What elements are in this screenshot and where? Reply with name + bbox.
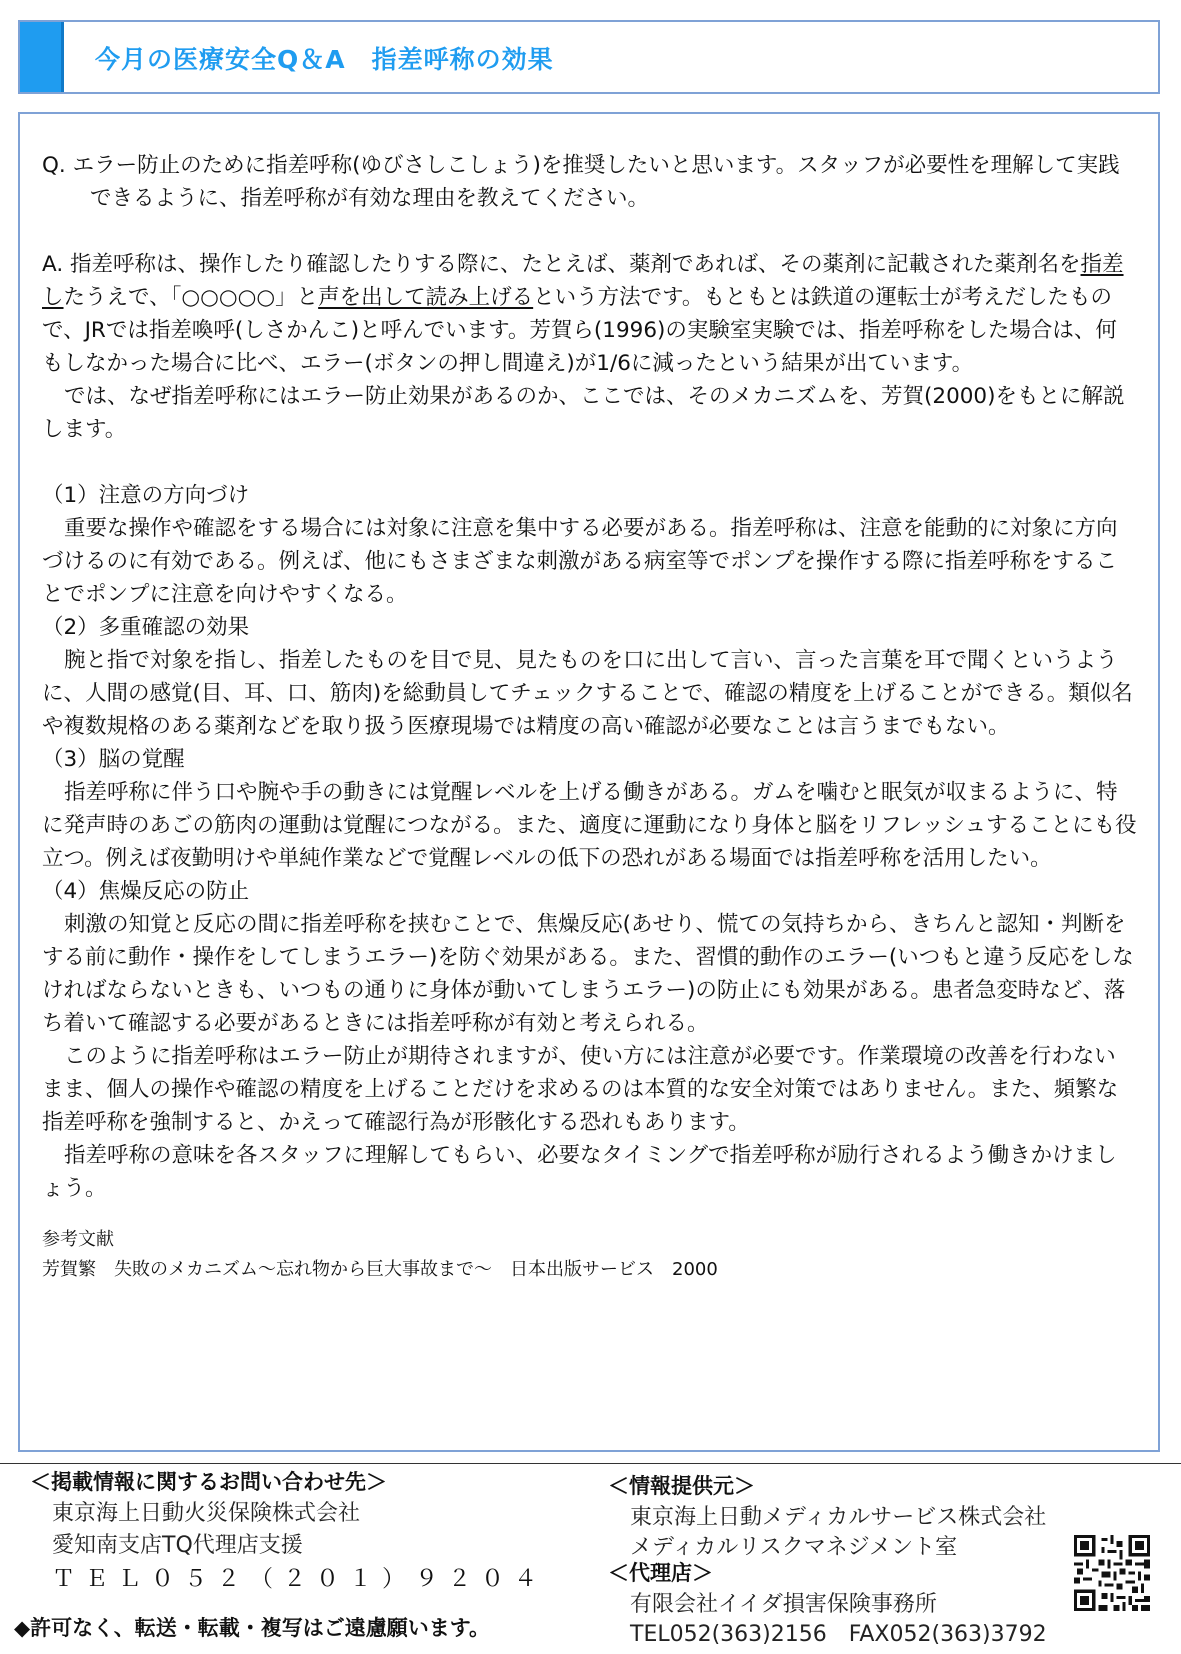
agency-heading: ＜代理店＞ <box>608 1561 713 1585</box>
contact-heading: ＜掲載情報に関するお問い合わせ先＞ <box>30 1470 387 1494</box>
footer-divider <box>0 1463 1181 1464</box>
answer-underline-read: 声を出して読み上げる <box>318 285 534 310</box>
title-banner <box>18 20 1160 94</box>
provider-company: 東京海上日動メディカルサービス株式会社 <box>630 1505 1047 1530</box>
contact-tel: ＴＥＬ０５２（２０１）９２０４ <box>52 1566 547 1592</box>
qr-code-icon <box>1074 1535 1150 1611</box>
article-box <box>18 112 1160 1452</box>
agency-contact: TEL052(363)2156 FAX052(363)3792 <box>630 1622 1047 1647</box>
copy-notice: ◆許可なく、転送・転載・複写はご遠慮願います。 <box>14 1616 491 1640</box>
provider-dept: メディカルリスクマネジメント室 <box>630 1535 958 1560</box>
section-body-4: 刺激の知覚と反応の間に指差呼称を挟むことで、焦燥反応(あせり、慌ての気持ちから、きちんと認知・判断をする前に動作・操作をしてしまうエラー)を防ぐ効果がある。また、習慣的動作のエラー(いつもと違う反応をしなければならないときも、いつもの通りに身体が動いてしまうエラー)の防止にも効果がある。患者急変時など、落ち着いて確認する必要があるときには指差呼称が有効と考えられる。 <box>42 912 1134 1036</box>
answer-paragraph-1: A. 指差呼称は、操作したり確認したりする際に、たとえば、薬剤であれば、その薬剤に記載された薬剤名を指差したうえで、「○○○○○」と声を出して読み上げるという方法です。もともとは鉄道の運転士が考えだしたもので、JRでは指差喚呼(しさかんこ)と呼んでいます。芳賀ら(1996)の実験室実験では、指差呼称をした場合は、何もしなかった場合に比べ、エラー(ボタンの押し間違え)が1/6に減ったという結果が出ています。 <box>42 252 1124 376</box>
contact-branch: 愛知南支店TQ代理店支援 <box>52 1533 303 1558</box>
title-accent-bar <box>20 22 64 92</box>
question-text: Q. エラー防止のために指差呼称(ゆびさしこしょう)を推奨したいと思います。スタッフが必要性を理解して実践できるように、指差呼称が有効な理由を教えてください。 <box>42 153 1120 211</box>
answer-paragraph-2: では、なぜ指差呼称にはエラー防止効果があるのか、ここでは、そのメカニズムを、芳賀(2000)をもとに解説します。 <box>42 384 1125 442</box>
closing-paragraph-2: 指差呼称の意味を各スタッフに理解してもらい、必要なタイミングで指差呼称が励行されるよう働きかけましょう。 <box>42 1143 1117 1201</box>
section-heading-2: （2）多重確認の効果 <box>42 615 250 640</box>
page-title: 今月の医療安全Q＆A 指差呼称の効果 <box>95 45 554 74</box>
section-body-3: 指差呼称に伴う口や腕や手の動きには覚醒レベルを上げる働きがある。ガムを噛むと眠気が収まるように、特に発声時のあごの筋肉の運動は覚醒につながる。また、適度に運動になり身体と脳をリフレッシュすることにも役立つ。例えば夜勤明けや単純作業などで覚醒レベルの低下の恐れがある場面では指差呼称を活用したい。 <box>42 780 1137 871</box>
contact-company: 東京海上日動火災保険株式会社 <box>52 1501 361 1526</box>
references-label: 参考文献 <box>42 1229 114 1250</box>
section-heading-4: （4）焦燥反応の防止 <box>42 879 250 904</box>
closing-paragraph-1: このように指差呼称はエラー防止が期待されますが、使い方には注意が必要です。作業環境の改善を行わないまま、個人の操作や確認の精度を上げることだけを求めるのは本質的な安全対策ではありません。また、頻繁な指差呼称を強制すると、かえって確認行為が形骸化する恐れもあります。 <box>42 1044 1119 1135</box>
agency-name: 有限会社イイダ損害保険事務所 <box>630 1592 937 1617</box>
section-body-1: 重要な操作や確認をする場合には対象に注意を集中する必要がある。指差呼称は、注意を能動的に対象に方向づけるのに有効である。例えば、他にもさまざまな刺激がある病室等でポンプを操作する際に指差呼称をすることでポンプに注意を向けやすくなる。 <box>42 516 1118 607</box>
references <box>42 1225 1137 1285</box>
article-content <box>42 149 1137 1285</box>
provider-heading: ＜情報提供元＞ <box>608 1474 755 1498</box>
section-heading-1: （1）注意の方向づけ <box>42 483 250 508</box>
answer-underline-point: 指差し <box>42 252 1124 310</box>
section-body-2: 腕と指で対象を指し、指差したものを目で見、見たものを口に出して言い、言った言葉を耳で聞くというように、人間の感覚(目、耳、口、筋肉)を総動員してチェックすることで、確認の精度を上げることができる。類似名や複数規格のある薬剤などを取り扱う医療現場では精度の高い確認が必要なことは言うまでもない。 <box>42 648 1133 739</box>
references-entry: 芳賀繁 失敗のメカニズム～忘れ物から巨大事故まで～ 日本出版サービス 2000 <box>42 1259 718 1280</box>
section-heading-3: （3）脳の覚醒 <box>42 747 185 772</box>
